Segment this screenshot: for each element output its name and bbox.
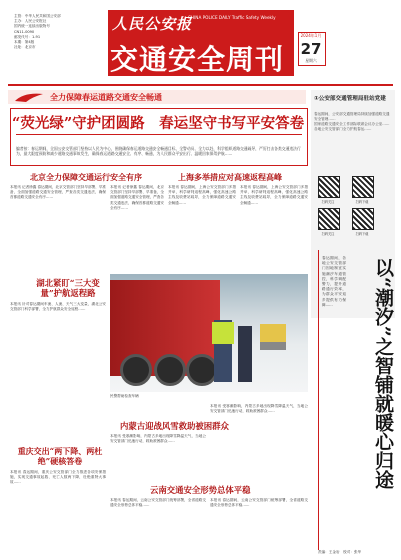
sidebar-heading: ①公安部交通管理局驻站党建 (314, 96, 386, 102)
qr-code-icon[interactable] (352, 208, 374, 230)
brand-name: 人民公安报 (112, 15, 193, 33)
masthead-divider (8, 84, 393, 86)
pubinfo-line: 社址：北京市 (14, 45, 36, 50)
publication-info (14, 14, 104, 50)
sidebar-line: 国家道路交通安全工作部际联席会议办公室…… (314, 122, 390, 126)
news-photo[interactable] (110, 274, 308, 392)
article-shanghai-cont: 本报讯 春运期间，上海公安交管部门多措并举，科学研判返程高峰，强化高速公路主线及收费站疏导，全力保障道路交通安全畅通…… (240, 185, 308, 205)
qr-code-icon[interactable] (318, 176, 340, 198)
photo-caption: 民警帮助检查车辆 (110, 394, 139, 398)
footer-editor: 责编：王金岩 校对：张华 (318, 550, 362, 554)
article-yunnan: 本报讯 春运期间，云南公安交管部门统筹部署，全省道路交通安全形势总体平稳…… (110, 498, 206, 508)
pubinfo-line: 本期：第4版 (14, 40, 35, 45)
article-beijing-cont: 本报讯 记者徐鑫 春运期间，北京交管部门坚持早部署、早准备，全面加强道路交通安全管理，严查各类交通违法，确保首都道路交通安全有序…… (110, 185, 164, 210)
section-title-shanghai[interactable]: 上海多举措应对高速返程高峰 (178, 172, 282, 182)
qr-caption: 扫码下载 (355, 200, 369, 204)
article-neimenggu-cont: 本报讯 受寒潮影响，内蒙古多地出现降雪降温天气，当地公安交管部门迅速行动，救助被困群众…… (210, 404, 308, 414)
sidebar-text (314, 112, 392, 132)
brand-english: CHINA POLICE DAILY Traffic Safety Weekly (188, 15, 276, 20)
article-hubei: 本报讯 针对春运期间车流、人流、天气三大变量，湖北公安交管部门科学部署，全力护航群众安全返程…… (10, 302, 106, 312)
qr-code-icon[interactable] (318, 208, 340, 230)
right-column-title[interactable]: 以“潮汐”之智铺就暖心归途 (372, 258, 394, 489)
banner-text: 全力保障春运道路交通安全畅通 (50, 93, 162, 102)
pubinfo-line: 主办：人民公安报社 (14, 19, 47, 24)
article-chongqing: 本报讯 春运期间，重庆公安交管部门全力推进各项安保措施，实现交通事故起数、死亡人数两下降，杜绝重特大事故…… (10, 470, 106, 485)
section-title-neimenggu[interactable]: 内蒙古迎战风雪救助被困群众 (120, 421, 229, 431)
pubinfo-line: 国内统一连续出版物号 (14, 24, 50, 29)
article-right-text: 春运期间，各地公安交管部门因地制宜实施潮汐车道管控，科学调配警力，提升道路通行效率，为群众平安返乡提供有力保障…… (322, 256, 346, 307)
date-year-month: 2024年1月 (300, 33, 322, 38)
lead-paragraph: 编者按：春运期间，全国公安交管部门坚持以人民为中心，围绕确保春运道路交通安全畅通目标，全警动员、全力以赴，科学组织道路交通疏导，严厉打击各类交通违法行为，最大限度预防和减少道路交通事故发生，确保春运道路交通安全、有序、畅通，为人民群众平安出行、温暖回家保驾护航…… (16, 146, 301, 157)
column-divider (318, 250, 319, 550)
headline-rule (16, 134, 302, 135)
article-beijing: 本报讯 记者徐鑫 春运期间，北京交管部门坚持早部署、早准备，全面加强道路交通安全管理，严查各类交通违法，确保首都道路交通安全有序…… (10, 185, 106, 200)
pubinfo-line: CN11-0090 (14, 29, 35, 34)
section-title-yunnan[interactable]: 云南交通安全形势总体平稳 (150, 485, 251, 495)
article-shanghai: 本报讯 春运期间，上海公安交管部门多措并举，科学研判返程高峰，强化高速公路主线及收费站疏导，全力保障道路交通安全畅通…… (168, 185, 236, 205)
headline[interactable]: “荧光绿”守护团圆路 春运坚守书写平安答卷 (12, 115, 305, 132)
article-yunnan-cont: 本报讯 春运期间，云南公安交管部门统筹部署，全省道路交通安全形势总体平稳…… (210, 498, 308, 508)
ribbon-icon (14, 91, 44, 103)
section-title-chongqing[interactable]: 重庆交出“两下降、两杜绝”硬核答卷 (17, 446, 103, 466)
sidebar-line: 春运期间，公安部交通管理局持续加强道路交通安全管理…… (314, 112, 390, 121)
qr-caption: 扫码下载 (355, 232, 369, 236)
pubinfo-line: 邮发代号：1-91 (14, 34, 41, 39)
date-weekday: 星期六 (305, 58, 317, 63)
article-neimenggu: 本报讯 受寒潮影响，内蒙古多地出现降雪降温天气，当地公安交管部门迅速行动，救助被困群众…… (110, 434, 206, 444)
qr-code-icon[interactable] (352, 176, 374, 198)
pubinfo-line: 主管：中华人民共和国公安部 (14, 14, 61, 18)
sidebar-line: 各地公安交管部门全力护航春运…… (314, 127, 372, 131)
date-day: 27 (300, 40, 322, 58)
qr-caption: 扫码关注 (321, 232, 335, 236)
qr-caption: 扫码关注 (321, 200, 335, 204)
page-title: 交通安全周刊 (110, 43, 285, 76)
section-title-beijing[interactable]: 北京全力保障交通运行安全有序 (30, 172, 142, 182)
section-title-hubei[interactable]: 湖北紧盯“三大变量”护航返程路 (36, 278, 100, 298)
